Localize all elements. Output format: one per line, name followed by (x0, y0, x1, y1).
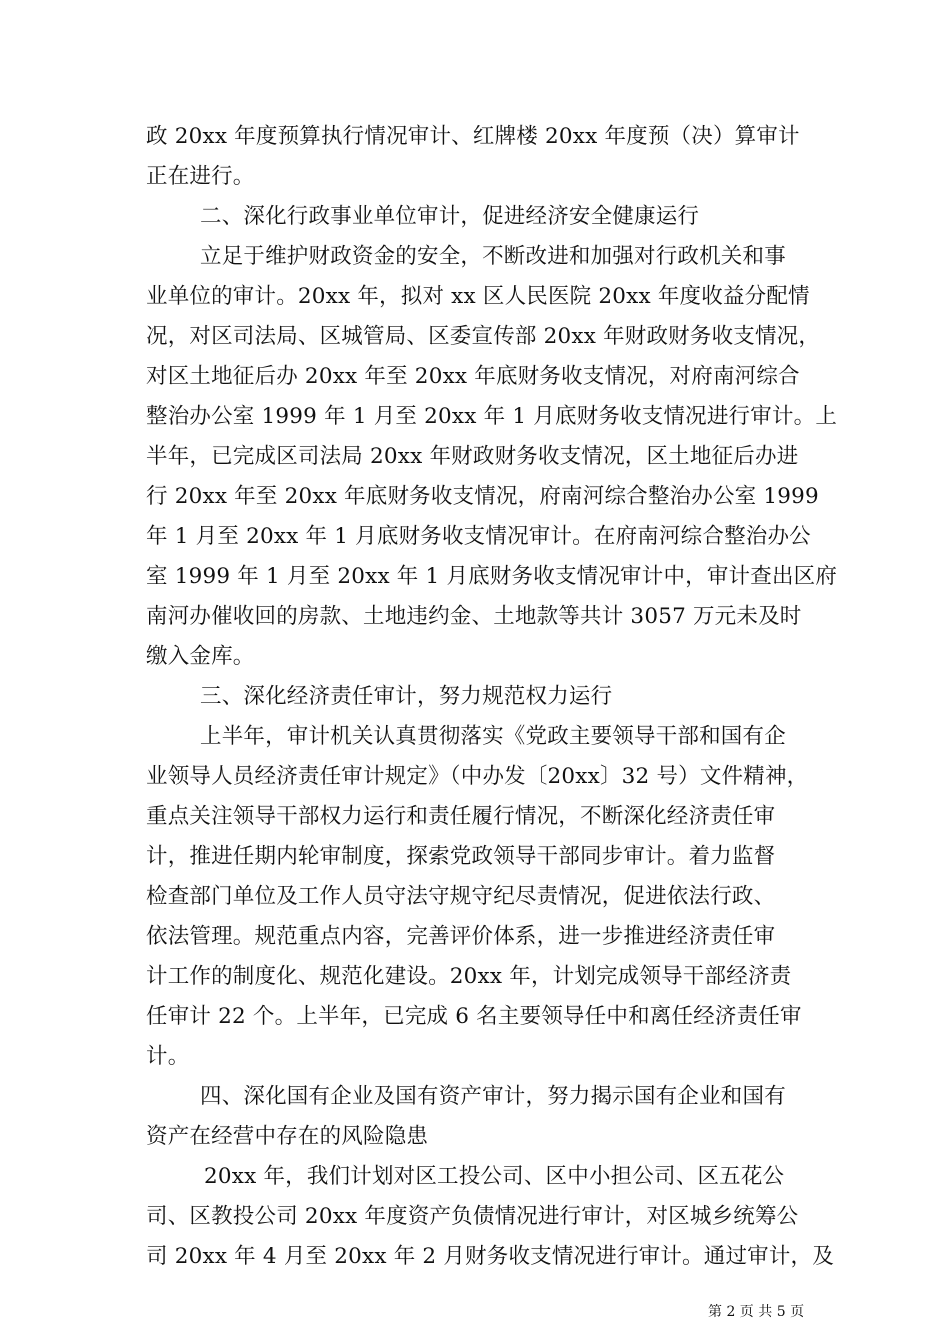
text-line: 任审计 22 个。上半年，已完成 6 名主要领导任中和离任经济责任审 (146, 1004, 802, 1029)
text-line: 况，对区司法局、区城管局、区委宣传部 20xx 年财政财务收支情况， (146, 324, 821, 349)
text-line: 业领导人员经济责任审计规定》（中办发〔20xx〕32 号）文件精神， (146, 764, 809, 789)
text-line: 立足于维护财政资金的安全，不断改进和加强对行政机关和事 (200, 244, 786, 269)
text-line: 司 20xx 年 4 月至 20xx 年 2 月财务收支情况进行审计。通过审计，及 (146, 1244, 834, 1269)
text-line: 业单位的审计。20xx 年，拟对 xx 区人民医院 20xx 年度收益分配情 (146, 284, 810, 309)
section-heading: 三、深化经济责任审计，努力规范权力运行 (200, 684, 613, 709)
page-number: 第 2 页 共 5 页 (708, 1304, 805, 1320)
text-line: 计，推进任期内轮审制度，探索党政领导干部同步审计。着力监督 (146, 844, 776, 869)
document-body (146, 117, 838, 1277)
text-line: 计工作的制度化、规范化建设。20xx 年，计划完成领导干部经济责 (146, 964, 792, 989)
section-heading: 四、深化国有企业及国有资产审计，努力揭示国有企业和国有 (200, 1084, 786, 1109)
text-line: 检查部门单位及工作人员守法守规守纪尽责情况，促进依法行政、 (146, 884, 776, 909)
text-line: 对区土地征后办 20xx 年至 20xx 年底财务收支情况，对府南河综合 (146, 364, 800, 389)
text-line: 年 1 月至 20xx 年 1 月底财务收支情况审计。在府南河综合整治办公 (146, 524, 811, 549)
text-line: 政 20xx 年度预算执行情况审计、红牌楼 20xx 年度预（决）算审计 (146, 124, 800, 149)
text-line: 上半年，审计机关认真贯彻落实《党政主要领导干部和国有企 (200, 724, 786, 749)
text-line: 计。 (146, 1044, 190, 1069)
section-heading-continued: 资产在经营中存在的风险隐患 (146, 1124, 429, 1149)
section-heading: 二、深化行政事业单位审计，促进经济安全健康运行 (200, 204, 700, 229)
text-line: 整治办公室 1999 年 1 月至 20xx 年 1 月底财务收支情况进行审计。上 (146, 404, 838, 429)
text-line: 南河办催收回的房款、土地违约金、土地款等共计 3057 万元未及时 (146, 604, 802, 629)
text-line: 室 1999 年 1 月至 20xx 年 1 月底财务收支情况审计中，审计查出区府 (146, 564, 838, 589)
text-line: 半年，已完成区司法局 20xx 年财政财务收支情况，区土地征后办进 (146, 444, 799, 469)
text-line: 缴入金库。 (146, 644, 255, 669)
text-line: 司、区教投公司 20xx 年度资产负债情况进行审计，对区城乡统筹公 (146, 1204, 799, 1229)
text-line: 依法管理。规范重点内容，完善评价体系，进一步推进经济责任审 (146, 924, 776, 949)
text-line: 正在进行。 (146, 164, 255, 189)
text-line: 重点关注领导干部权力运行和责任履行情况，不断深化经济责任审 (146, 804, 776, 829)
text-line: 20xx 年，我们计划对区工投公司、区中小担公司、区五花公 (204, 1164, 785, 1189)
text-line: 行 20xx 年至 20xx 年底财务收支情况，府南河综合整治办公室 1999 (146, 484, 819, 509)
